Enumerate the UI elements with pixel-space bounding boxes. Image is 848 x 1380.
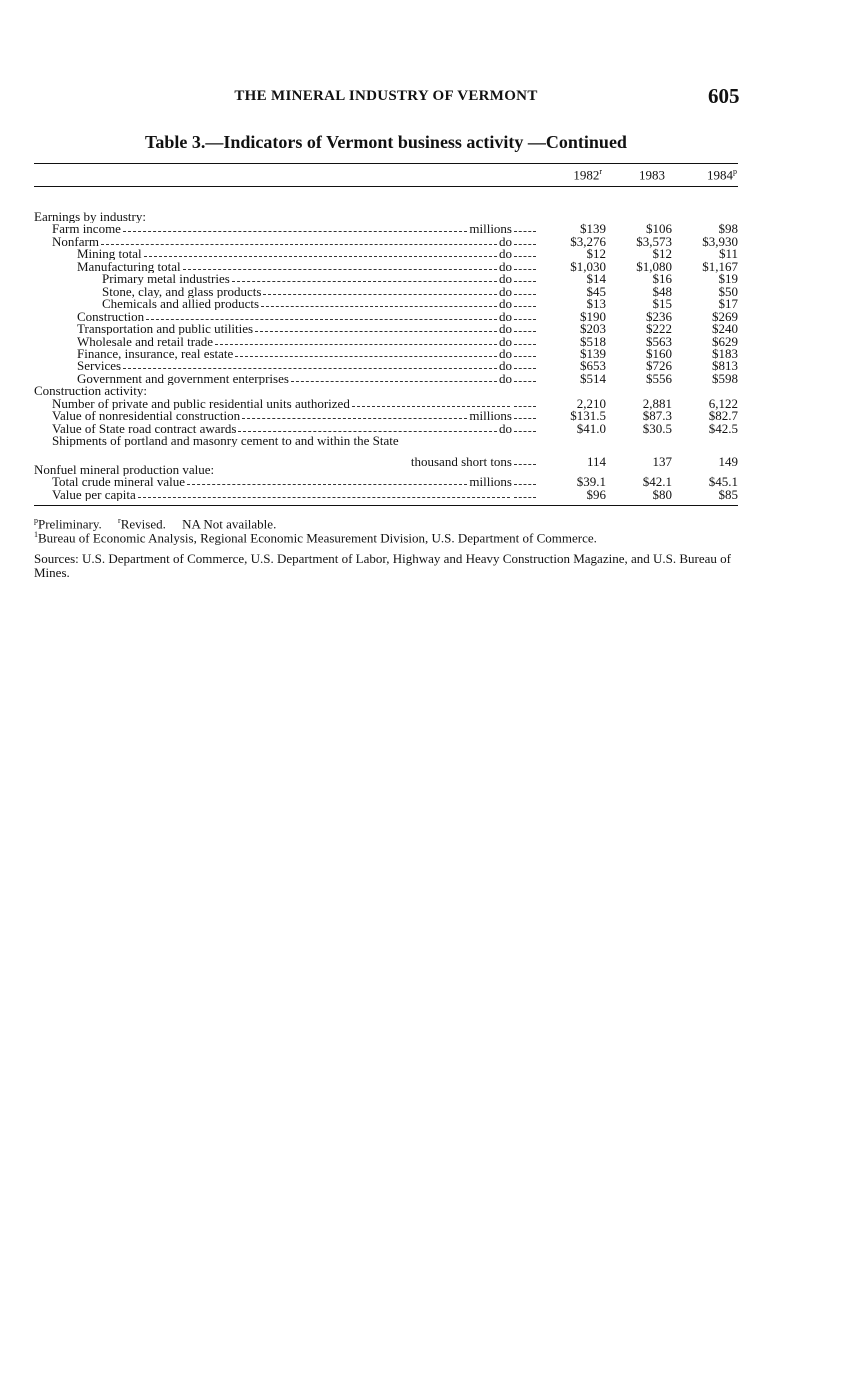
cell-value: $96 (586, 486, 606, 502)
row-label-text: Value of State road contract awards (52, 421, 237, 435)
row-label-text: thousand short tons (410, 454, 512, 468)
dot-leader-tail (514, 409, 536, 419)
row-label-text: Government and government enterprises (77, 371, 289, 385)
cell-value: $45 (586, 283, 606, 299)
table-row (34, 409, 738, 422)
row-label (34, 463, 536, 476)
table-row (34, 359, 738, 372)
table-row (34, 384, 738, 397)
row-label-text: Stone, clay, and glass products (102, 284, 262, 298)
cell-value: $87.3 (642, 408, 672, 424)
dot-leader (123, 359, 497, 369)
row-unit: do (499, 334, 512, 348)
cell-value: $50 (718, 283, 738, 299)
table-row (34, 422, 738, 435)
dot-leader (144, 247, 497, 257)
cell-value: 2,210 (576, 395, 606, 411)
row-label (34, 210, 536, 223)
table-row (34, 488, 738, 501)
table-row (34, 475, 738, 488)
dot-leader-tail (514, 310, 536, 320)
cell-value: $598 (712, 370, 738, 386)
row-label-text: Nonfarm (52, 234, 99, 248)
row-unit: do (499, 259, 512, 273)
cell-value: $563 (646, 333, 672, 349)
row-label (52, 422, 536, 435)
dot-leader-tail (514, 235, 536, 245)
row-label-text: Services (77, 359, 122, 373)
row-label (52, 397, 536, 410)
row-label-text: Primary metal industries (102, 272, 230, 286)
dot-leader (263, 285, 497, 295)
row-unit: millions (469, 409, 512, 423)
row-label (34, 384, 536, 397)
row-label (77, 322, 536, 335)
cell-value: $14 (586, 271, 606, 287)
cell-value: $98 (718, 221, 738, 237)
cell-value: 114 (586, 453, 606, 469)
row-label-text: Value of nonresidential construction (52, 409, 241, 423)
dot-leader (146, 310, 497, 320)
cell-value: 137 (652, 453, 672, 469)
row-unit: do (499, 272, 512, 286)
row-label-text: Construction (77, 309, 145, 323)
dot-leader (232, 272, 497, 282)
cell-value: $556 (646, 370, 672, 386)
cell-value: $190 (580, 308, 606, 324)
cell-value: $240 (712, 321, 738, 337)
row-label (77, 335, 536, 348)
table-bottom-rule (34, 505, 738, 506)
cell-value: $16 (652, 271, 672, 287)
row-label-text: Construction activity: (34, 384, 148, 398)
cell-value: 6,122 (708, 395, 738, 411)
cell-value: $3,930 (702, 233, 738, 249)
row-label-text: Wholesale and retail trade (77, 334, 214, 348)
page-number: 605 (708, 84, 740, 108)
dot-leader (101, 235, 497, 245)
cell-value: $30.5 (642, 420, 672, 436)
row-label-text: Number of private and public residential units authorized (52, 396, 350, 410)
row-label (102, 297, 536, 310)
row-label-text: Earnings by industry: (34, 210, 146, 223)
row-label-text: Nonfuel mineral production value: (34, 463, 215, 476)
page-header-title: THE MINERAL INDUSTRY OF VERMONT (234, 88, 538, 104)
cell-value: $813 (712, 358, 738, 374)
cell-value: $19 (718, 271, 738, 287)
row-label-text: Manufacturing total (77, 259, 181, 273)
dot-leader-tail (514, 222, 536, 232)
cell-value: $3,573 (636, 233, 672, 249)
cell-value: $13 (586, 296, 606, 312)
row-unit: do (499, 247, 512, 261)
dot-leader-tail (514, 335, 536, 345)
cell-value: $1,167 (702, 258, 738, 274)
table-row (34, 235, 738, 248)
cell-value: $41.0 (576, 420, 606, 436)
dot-leader-tail (514, 488, 536, 498)
cell-value: $17 (718, 296, 738, 312)
cell-value: $236 (646, 308, 672, 324)
cell-value: $139 (580, 345, 606, 361)
cell-value: $1,030 (570, 258, 606, 274)
dot-leader-tail (514, 397, 536, 407)
cell-value: $12 (652, 246, 672, 262)
row-label-text: Shipments of portland and masonry cement to and within the State (52, 434, 399, 448)
column-header-1984: 1984$^p$ (707, 167, 737, 183)
footnote-legend: $^p$Preliminary. $^r$Revised. NA Not available. (34, 516, 277, 532)
cell-value: 149 (718, 453, 738, 469)
dot-leader (261, 297, 497, 307)
cell-value: $106 (646, 221, 672, 237)
cell-value: $222 (646, 321, 672, 337)
row-label (77, 347, 536, 360)
table-row (34, 260, 738, 273)
table-row (34, 310, 738, 323)
table-header-rule (34, 186, 738, 187)
dot-leader-tail (514, 297, 536, 307)
table-top-rule (34, 163, 738, 164)
cell-value: $85 (718, 486, 738, 502)
dot-leader (138, 488, 510, 498)
dot-leader-tail (514, 372, 536, 382)
table-title: Table 3.—Indicators of Vermont business activity —Continued (145, 132, 627, 152)
dot-leader-tail (514, 359, 536, 369)
dot-leader (352, 397, 510, 407)
cell-value: $139 (580, 221, 606, 237)
table-row (34, 285, 738, 298)
row-label (52, 434, 536, 447)
dot-leader-tail (514, 422, 536, 432)
cell-value: $42.5 (708, 420, 738, 436)
cell-value: $131.5 (570, 408, 606, 424)
dot-leader (255, 322, 497, 332)
dot-leader-tail (514, 322, 536, 332)
table-row (34, 247, 738, 260)
row-label (102, 285, 536, 298)
table-row (34, 272, 738, 285)
table-row (34, 222, 738, 235)
dot-leader (242, 409, 467, 419)
row-unit: do (499, 346, 512, 360)
dot-leader-tail (514, 347, 536, 357)
row-label-text: Farm income (52, 222, 121, 236)
cell-value: $726 (646, 358, 672, 374)
row-label (52, 475, 536, 488)
dot-leader-tail (514, 247, 536, 257)
cell-value: $269 (712, 308, 738, 324)
row-label-text: Finance, insurance, real estate (77, 346, 234, 360)
table-row (34, 463, 738, 476)
dot-leader-tail (514, 285, 536, 295)
row-label-text: Total crude mineral value (52, 475, 186, 489)
table-row (34, 210, 738, 223)
cell-value: $11 (718, 246, 738, 262)
dot-leader-tail (514, 272, 536, 282)
row-label-text: Value per capita (52, 487, 136, 501)
dot-leader (235, 347, 497, 357)
dot-leader (183, 260, 497, 270)
row-label (77, 260, 536, 273)
dot-leader (187, 475, 467, 485)
table-row (34, 372, 738, 385)
cell-value: $160 (646, 345, 672, 361)
row-label (52, 488, 536, 501)
row-label (77, 247, 536, 260)
row-unit: millions (469, 475, 512, 489)
cell-value: $3,276 (570, 233, 606, 249)
row-unit: millions (469, 222, 512, 236)
dot-leader (215, 335, 497, 345)
dot-leader (123, 222, 467, 232)
cell-value: $518 (580, 333, 606, 349)
dot-leader (238, 422, 497, 432)
row-unit: do (499, 234, 512, 248)
row-unit: do (499, 359, 512, 373)
cell-value: $82.7 (708, 408, 738, 424)
row-unit: do (499, 371, 512, 385)
cell-value: $15 (652, 296, 672, 312)
cell-value: $514 (580, 370, 606, 386)
footnote-1: $^1$Bureau of Economic Analysis, Regional Economic Measurement Division, U.S. Department of Commerce. (34, 530, 597, 546)
row-unit: do (499, 309, 512, 323)
row-unit: do (499, 297, 512, 311)
row-label (77, 310, 536, 323)
row-label (77, 359, 536, 372)
cell-value: $45.1 (708, 474, 738, 490)
cell-value: $42.1 (642, 474, 672, 490)
row-label (77, 372, 536, 385)
table-row (34, 322, 738, 335)
cell-value: $12 (586, 246, 606, 262)
table-row (34, 434, 738, 447)
cell-value: $48 (652, 283, 672, 299)
cell-value: 2,881 (642, 395, 672, 411)
cell-value: $629 (712, 333, 738, 349)
cell-value: $653 (580, 358, 606, 374)
row-unit: do (499, 421, 512, 435)
dot-leader-tail (514, 475, 536, 485)
sources-note: Sources: U.S. Department of Commerce, U.S. Department of Labor, Highway and Heavy Construction Magazine, and U.S. Bureau of Mines. (34, 551, 731, 580)
row-label (52, 222, 536, 235)
row-label-text: Chemicals and allied products (102, 297, 260, 311)
column-header-1983: 1983 (639, 167, 665, 183)
table-row (34, 297, 738, 310)
row-label-text: Mining total (77, 247, 142, 261)
table-row (34, 397, 738, 410)
table-row (34, 335, 738, 348)
row-label-text: Transportation and public utilities (77, 322, 254, 336)
cell-value: $183 (712, 345, 738, 361)
cell-value: $39.1 (576, 474, 606, 490)
row-label (52, 235, 536, 248)
cell-value: $1,080 (636, 258, 672, 274)
row-unit: do (499, 284, 512, 298)
dot-leader-tail (514, 260, 536, 270)
cell-value: $203 (580, 321, 606, 337)
column-header-1982: 1982$^r$ (573, 167, 602, 183)
dot-leader (291, 372, 497, 382)
row-label (52, 409, 536, 422)
cell-value: $80 (652, 486, 672, 502)
row-unit: do (499, 322, 512, 336)
row-label (102, 272, 536, 285)
table-row (34, 347, 738, 360)
